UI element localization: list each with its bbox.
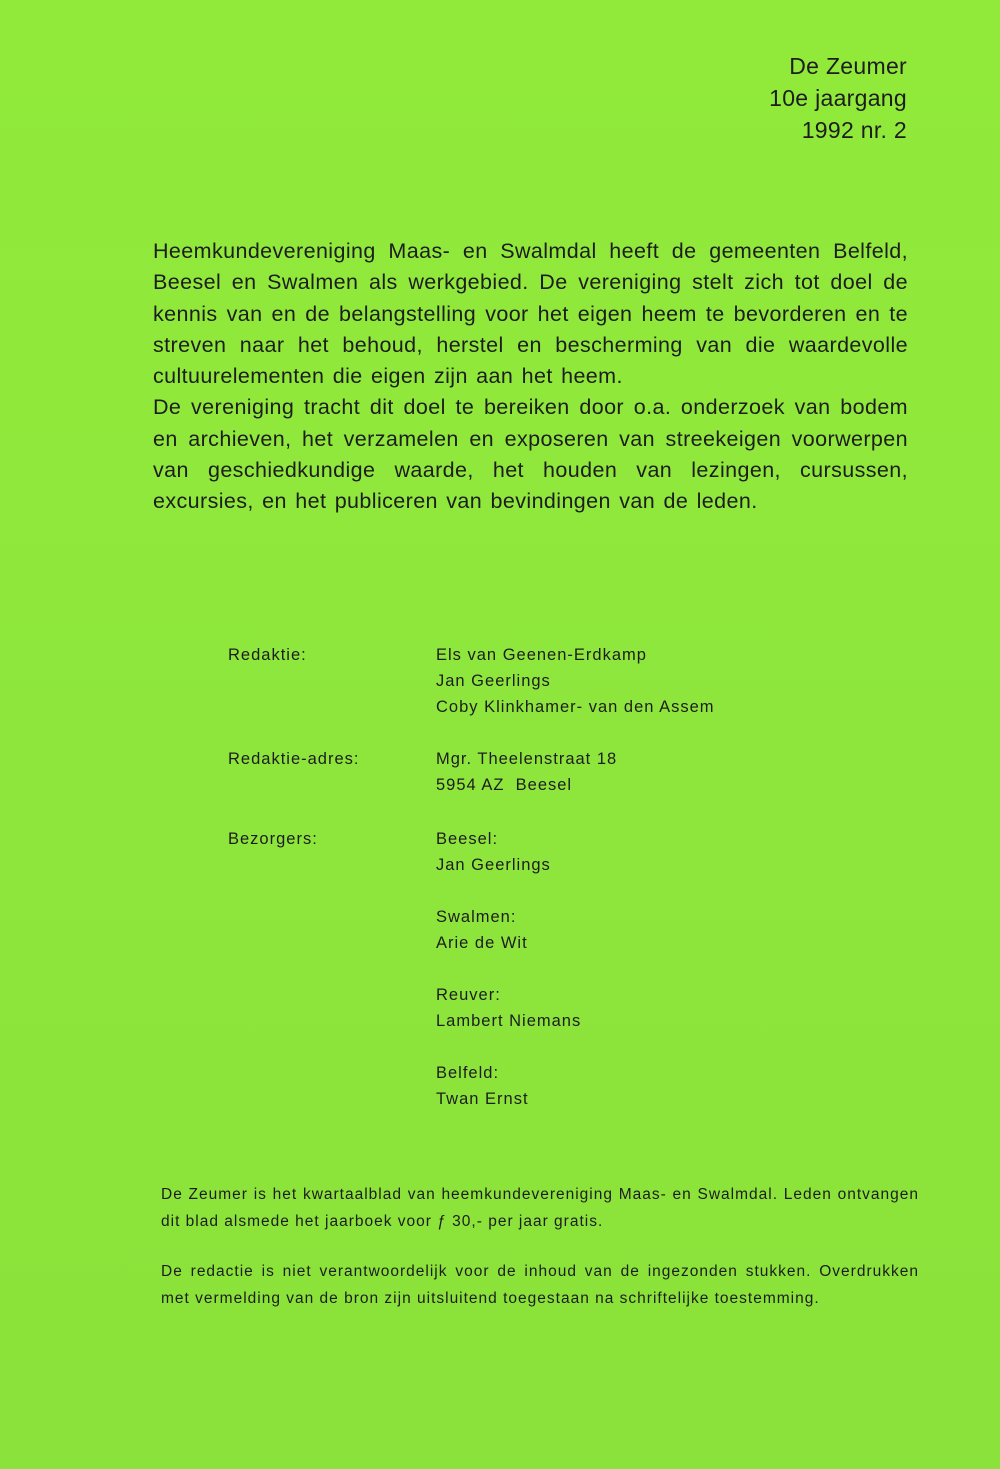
masthead — [769, 50, 907, 146]
bezorger-name: Arie de Wit — [436, 934, 528, 952]
intro-paragraph-1: Heemkundevereniging Maas- en Swalmdal heeft de gemeenten Belfeld, Beesel en Swalmen als werkgebied. De vereniging stelt zich tot doel de kennis van en de belangstelling voor het eigen heem te bevorderen en te streven naar het behoud, herstel en bescherming van die waardevolle cultuurelementen die eigen zijn aan het heem. — [153, 239, 908, 389]
bezorger-name: Jan Geerlings — [436, 856, 551, 874]
redaktie-label: Redaktie: — [228, 646, 307, 664]
adres-label: Redaktie-adres: — [228, 750, 360, 768]
bezorger-place: Beesel: — [436, 830, 499, 848]
bezorger-group — [436, 982, 828, 1034]
footer-notes — [161, 1182, 919, 1336]
intro-text — [153, 236, 908, 518]
redaktie-member: Coby Klinkhamer- van den Assem — [436, 698, 715, 716]
volume-label: 10e jaargang — [769, 85, 907, 111]
bezorger-place: Belfeld: — [436, 1064, 500, 1082]
bezorgers-list — [436, 826, 828, 1112]
issue-label: 1992 nr. 2 — [801, 117, 907, 143]
bezorger-place: Swalmen: — [436, 908, 517, 926]
bezorger-group — [436, 1060, 828, 1112]
colophon-row-redaktie — [228, 642, 828, 746]
bezorgers-label: Bezorgers: — [228, 830, 318, 848]
redaktie-address — [436, 746, 828, 798]
redaktie-member: Els van Geenen-Erdkamp — [436, 646, 647, 664]
address-street: Mgr. Theelenstraat 18 — [436, 750, 618, 768]
bezorger-name: Lambert Niemans — [436, 1012, 582, 1030]
footer-paragraph-1: De Zeumer is het kwartaalblad van heemkundevereniging Maas- en Swalmdal. Leden ontvangen dit blad alsmede het jaarboek voor ƒ 30,- per jaar gratis. — [161, 1186, 919, 1230]
address-postcode: 5954 AZ Beesel — [436, 776, 573, 794]
publication-title: De Zeumer — [789, 53, 907, 79]
redaktie-member: Jan Geerlings — [436, 672, 551, 690]
intro-paragraph-2: De vereniging tracht dit doel te bereiken door o.a. onderzoek van bodem en archieven, het verzamelen en exposeren van streekeigen voorwerpen van geschiedkundige waarde, het houden van lezingen, cursussen, excursies, en het publiceren van bevindingen van de leden. — [153, 395, 908, 514]
footer-paragraph-2: De redactie is niet verantwoordelijk voor de inhoud van de ingezonden stukken. Overdrukken met vermelding van de bron zijn uitsluitend toegestaan na schriftelijke toestemming. — [161, 1263, 919, 1307]
colophon — [228, 642, 828, 1138]
colophon-row-bezorgers — [228, 826, 828, 1112]
bezorger-place: Reuver: — [436, 986, 501, 1004]
redaktie-members — [436, 642, 828, 720]
colophon-row-adres — [228, 746, 828, 826]
bezorger-group — [436, 826, 828, 878]
bezorger-group — [436, 904, 828, 956]
bezorger-name: Twan Ernst — [436, 1090, 529, 1108]
